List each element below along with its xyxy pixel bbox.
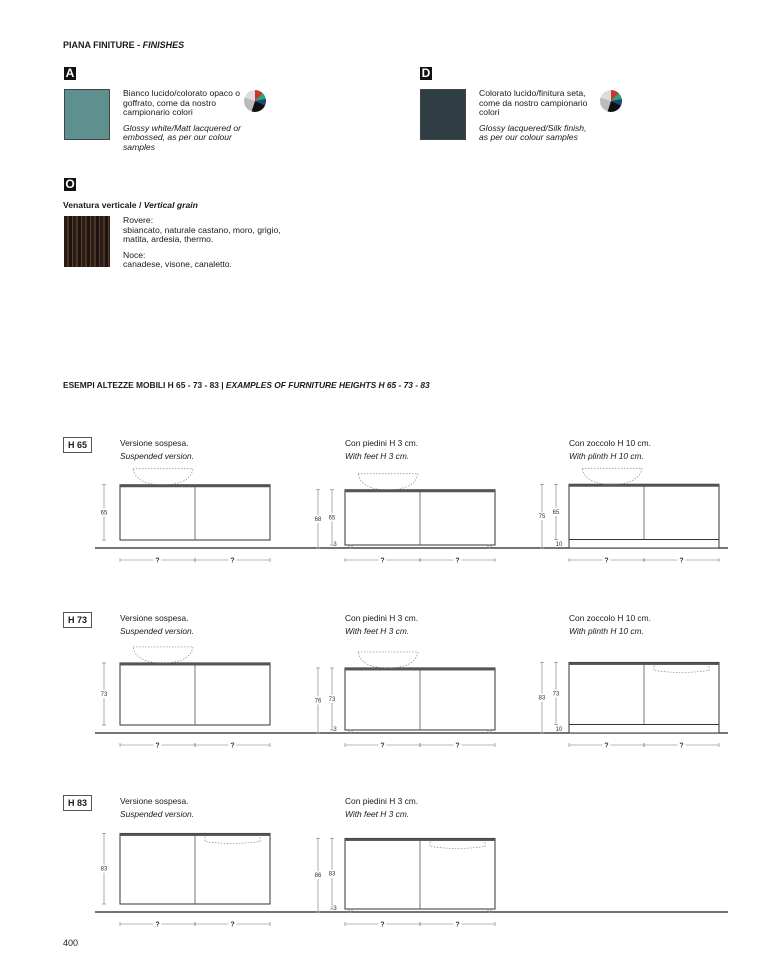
width-dimension-label: ? [155,921,160,929]
version-caption [345,795,418,821]
caption-it: Con piedini H 3 cm. [345,438,419,448]
total-height-dimension: 75 [538,514,546,521]
total-height-dimension: 83 [538,695,546,702]
version-caption [345,437,418,463]
finish-letter-d: D [421,66,431,80]
caption-it: Versione sospesa. [120,438,189,448]
heights-title-en: EXAMPLES OF FURNITURE HEIGHTS H 65 - 73 - 83 [225,380,430,390]
total-height-dimension: 86 [314,873,322,880]
rovere-label: Rovere: [123,215,154,225]
height-dimension: 73 [100,691,108,698]
finish-d-en: Glossy lacquered/Silk finish, as per our colour samples [479,122,587,143]
finish-a-it: Bianco lucido/colorato opaco o goffrato, come da nostro campionario colori [123,88,241,118]
grain-text [123,216,283,270]
base-height-dimension: 10 [555,542,563,548]
vessel-sink [133,469,193,485]
body-height-dimension: 83 [328,871,336,878]
width-dimension-label: ? [380,557,385,565]
caption-it: Con piedini H 3 cm. [345,613,419,623]
width-dimension-label: ? [455,921,460,929]
finish-letter-o: O [65,177,75,191]
caption-it: Versione sospesa. [120,613,189,623]
finishes-title [63,40,184,50]
version-caption [569,437,651,463]
finish-a-en: Glossy white/Matt lacquered or embossed, as per our colour samples [123,122,241,152]
version-caption [120,437,194,463]
rovere-list: sbiancato, naturale castano, moro, grigio, matita, ardesia, thermo. [123,224,281,245]
finish-d-text [479,89,589,143]
grain-heading-en: Vertical grain [143,200,198,210]
width-dimension-label: ? [230,742,235,750]
plinth [569,725,719,734]
vessel-sink [358,474,418,490]
height-label-box: H 73 [63,612,92,628]
width-dimension-label: ? [380,921,385,929]
base-height-dimension: 10 [555,727,563,733]
width-dimension-label: ? [155,557,160,565]
width-dimension-label: ? [230,921,235,929]
caption-en: With plinth H 10 cm. [569,451,644,461]
width-dimension-label: ? [604,742,609,750]
body-height-dimension: 65 [552,509,560,516]
width-dimension-label: ? [455,557,460,565]
grain-heading [63,200,198,210]
height-label-box: H 83 [63,795,92,811]
color-fan-icon [600,90,622,112]
vessel-sink [133,647,193,663]
caption-en: With feet H 3 cm. [345,626,410,636]
height-dimension: 83 [100,866,108,873]
base-height-dimension: 3 [333,727,337,733]
body-height-dimension: 73 [552,691,560,698]
noce-label: Noce: [123,249,146,260]
caption-en: With feet H 3 cm. [345,451,410,461]
finish-letter-a: A [65,66,75,80]
page-number: 400 [63,938,79,948]
caption-en: With feet H 3 cm. [345,809,410,819]
color-fan-icon [244,90,266,112]
width-dimension-label: ? [604,557,609,565]
body-height-dimension: 73 [328,696,336,703]
version-caption [569,612,651,638]
finish-swatch-d [420,89,466,140]
width-dimension-label: ? [679,742,684,750]
height-dimension: 65 [100,510,108,517]
grain-heading-it: Venatura verticale / [63,200,144,210]
version-caption [345,612,418,638]
vessel-sink [582,468,642,484]
width-dimension-label: ? [455,742,460,750]
caption-it: Con piedini H 3 cm. [345,796,419,806]
version-caption [120,795,194,821]
width-dimension-label: ? [230,557,235,565]
elevation-drawings [0,802,774,942]
total-height-dimension: 76 [314,698,322,705]
body-height-dimension: 65 [328,515,336,522]
caption-it: Con zoccolo H 10 cm. [569,438,651,448]
plinth [569,540,719,549]
finish-d-it: Colorato lucido/finitura seta, come da nostro campionario colori [479,88,588,118]
finishes-title-en: FINISHES [142,40,185,50]
caption-it: Versione sospesa. [120,796,189,806]
finish-a-text [123,89,243,153]
finish-swatch-wood [64,216,110,267]
elevation-drawings [0,623,774,763]
version-caption [120,612,194,638]
base-height-dimension: 3 [333,906,337,912]
noce-list: canadese, visone, canaletto. [123,259,232,270]
heights-title-it: ESEMPI ALTEZZE MOBILI H 65 - 73 - 83 | [63,380,226,390]
vessel-sink [358,652,418,668]
finish-swatch-a [64,89,110,140]
caption-en: Suspended version. [120,809,195,819]
heights-title [63,380,430,390]
caption-en: Suspended version. [120,451,195,461]
caption-en: With plinth H 10 cm. [569,626,644,636]
total-height-dimension: 68 [314,516,322,523]
height-label-box: H 65 [63,437,92,453]
finishes-title-it: PIANA FINITURE - [63,40,143,50]
caption-en: Suspended version. [120,626,195,636]
width-dimension-label: ? [155,742,160,750]
base-height-dimension: 3 [333,542,337,548]
width-dimension-label: ? [380,742,385,750]
caption-it: Con zoccolo H 10 cm. [569,613,651,623]
width-dimension-label: ? [679,557,684,565]
